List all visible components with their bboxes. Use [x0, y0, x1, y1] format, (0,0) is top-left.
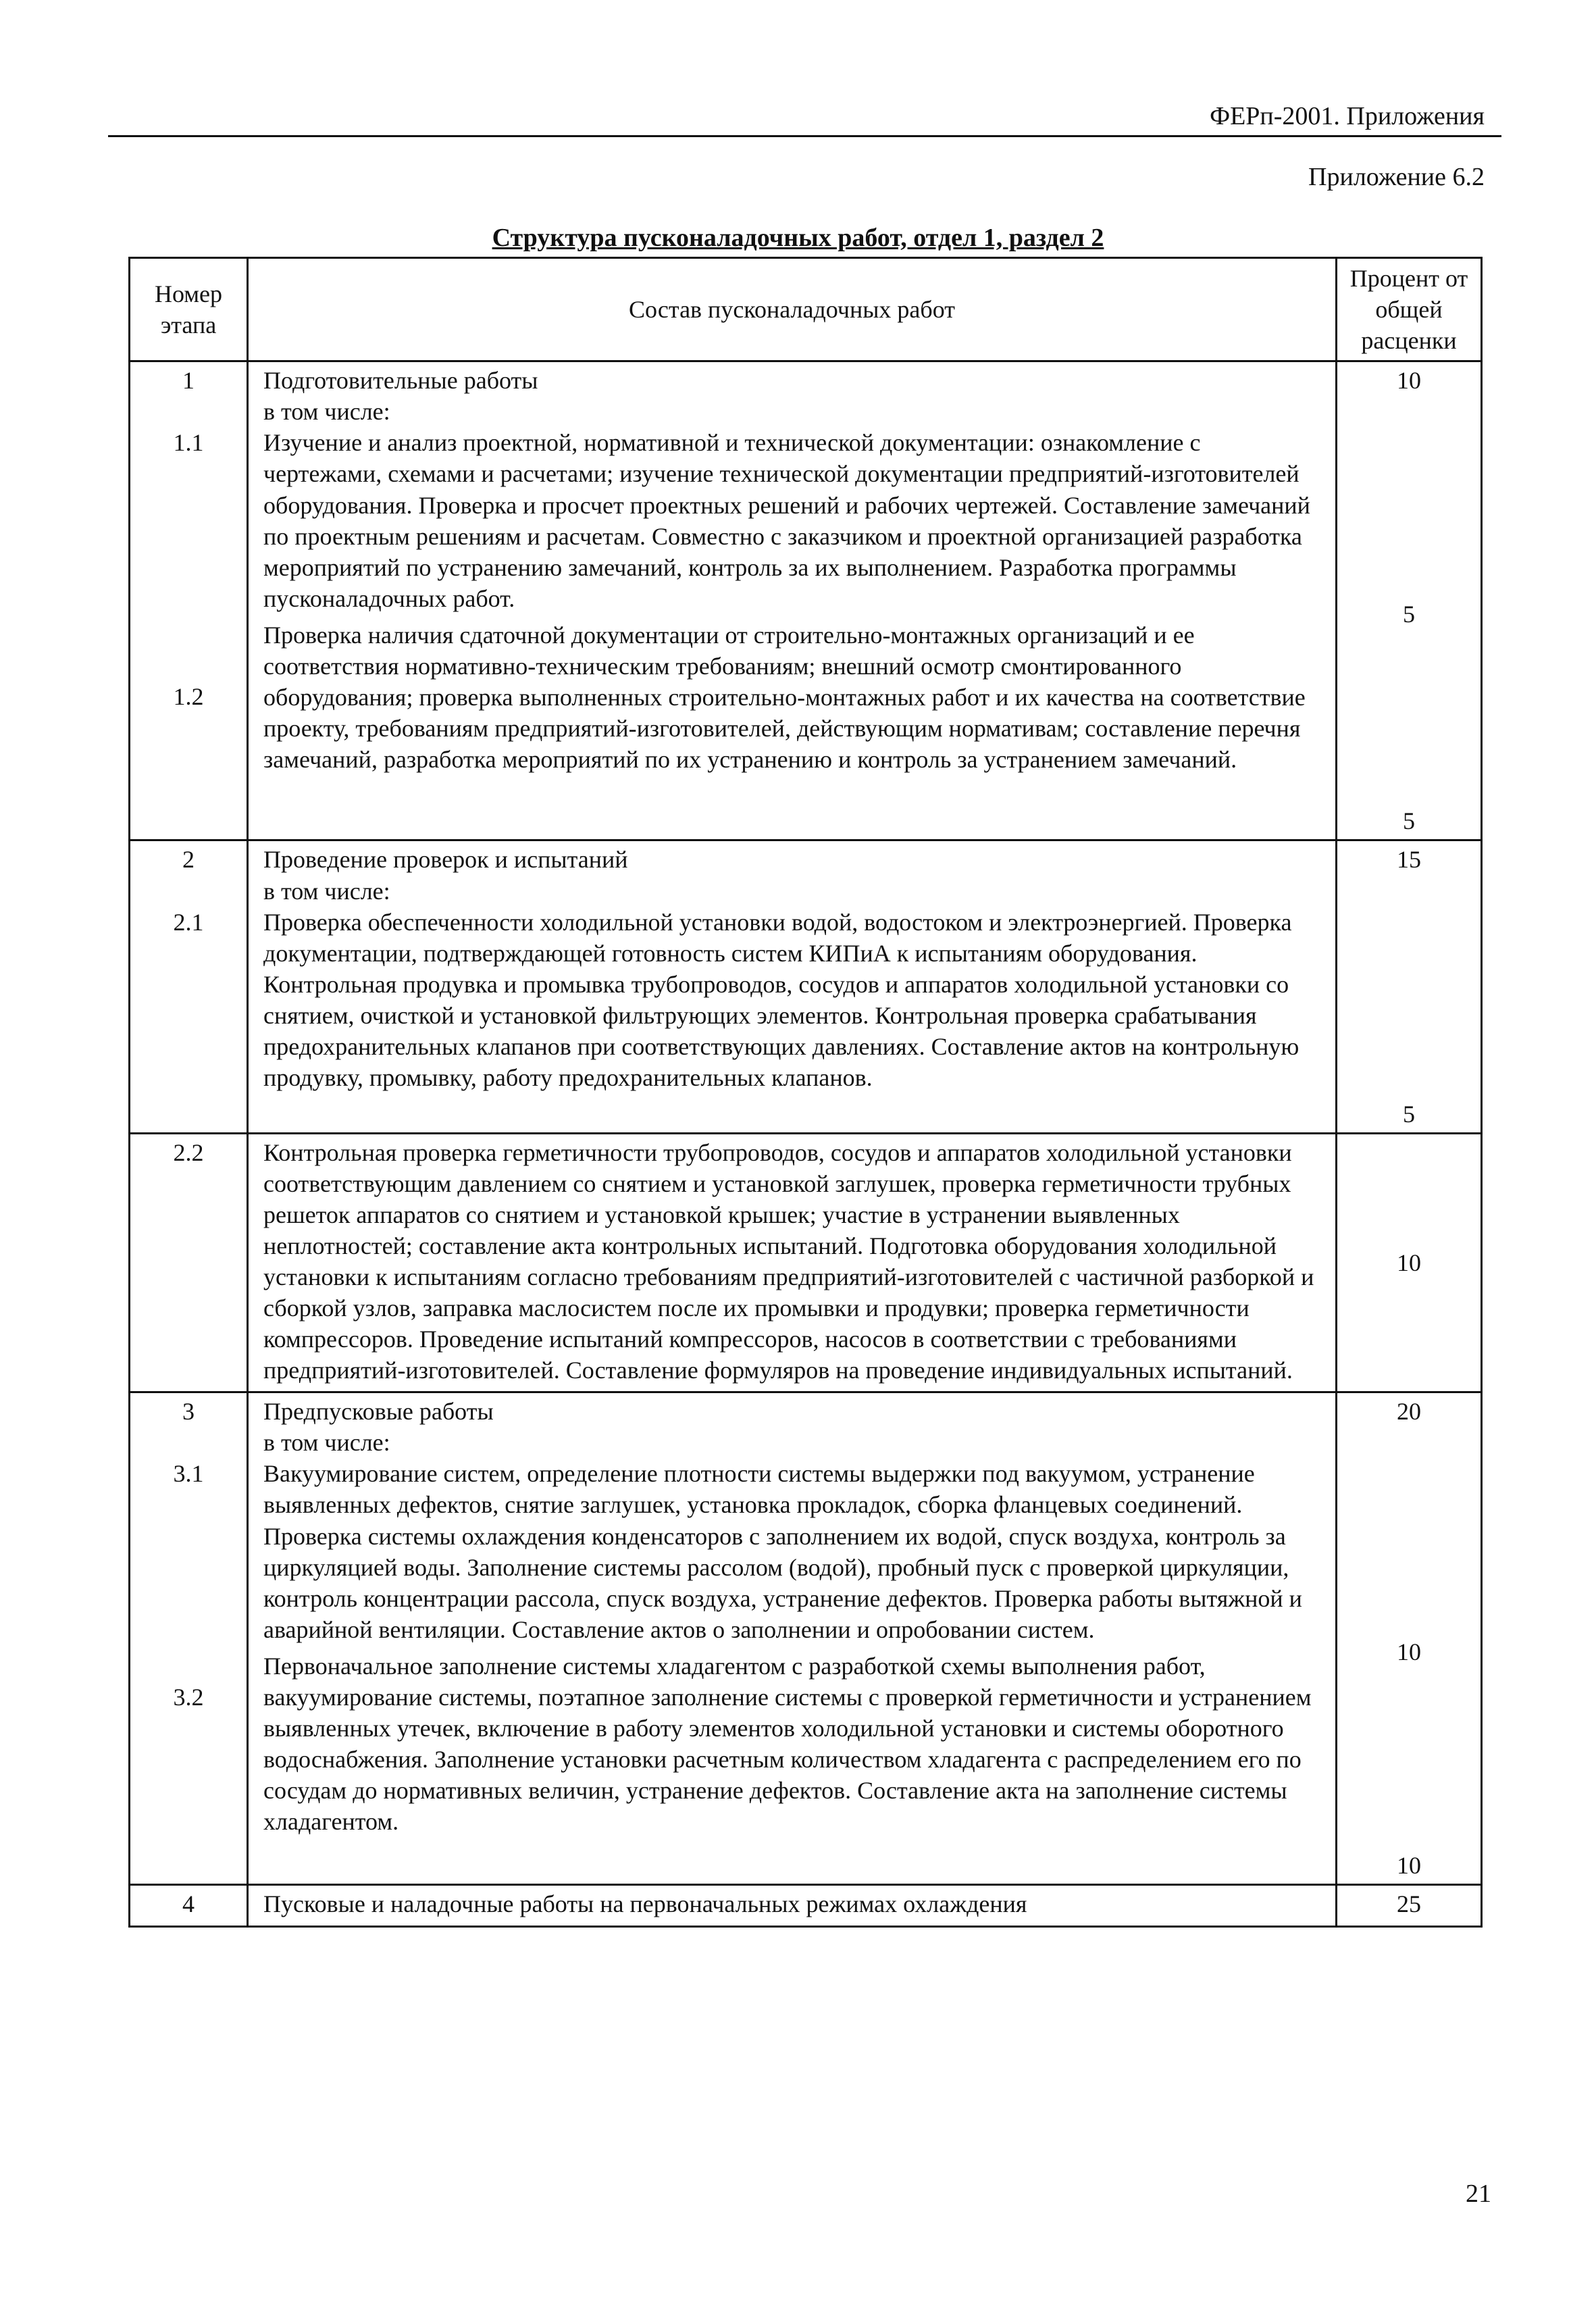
stage-content-cell [248, 361, 1337, 840]
substage-number: 2.2 [173, 1138, 204, 1166]
page-number: 21 [1466, 2180, 1491, 2208]
table-row [130, 361, 1482, 840]
including-label: в том числе: [263, 877, 390, 905]
stage-number: 1 [182, 367, 195, 395]
including-label: в том числе: [263, 1429, 390, 1457]
percent-cell [1337, 840, 1482, 1133]
stage-title: Пусковые и наладочные работы на первоначальных режимах охлаждения [263, 1890, 1027, 1918]
stage-number: 4 [182, 1890, 195, 1918]
document-reference: ФЕРп-2001. Приложения [1210, 102, 1485, 130]
substage-percent: 5 [1403, 601, 1415, 628]
stage-percent: 20 [1397, 1398, 1421, 1426]
table-header-row [130, 258, 1482, 361]
stage-number-cell [130, 361, 248, 840]
substage-number: 1.1 [173, 429, 204, 457]
header-percent: Процент от общей расценки [1337, 258, 1482, 361]
substage-percent: 10 [1397, 1249, 1421, 1276]
percent-cell [1337, 1133, 1482, 1392]
substage-percent: 5 [1403, 807, 1415, 835]
stage-content-cell [248, 1392, 1337, 1885]
stage-content-cell [248, 1133, 1337, 1392]
substage-percent: 10 [1397, 1852, 1421, 1880]
substage-percent: 10 [1397, 1638, 1421, 1666]
percent-cell [1337, 1885, 1482, 1926]
percent-cell [1337, 361, 1482, 840]
substage-description: Проверка наличия сдаточной документации от строительно-монтажных организаций и ее соответствия нормативно-техническим требованиям; внешний осмотр смонтированного оборудования; проверка выполненных строительно-монтажных работ и их качества на соответствие проекту, требованиям предприятий-изготовителей, действующим нормативам; составление перечня замечаний, разработка мероприятий по их устранению и контроль за устранением замечаний. [263, 621, 1306, 774]
stage-number-cell [130, 1133, 248, 1392]
stage-number-cell [130, 1885, 248, 1926]
substage-description: Контрольная проверка герметичности трубопроводов, сосудов и аппаратов холодильной установки соответствующим давлением со снятием и установкой заглушек, проверка герметичности трубных решеток аппаратов со снятием и установкой крышек; участие в устранении выявленных неплотностей; составление акта контрольных испытаний. Подготовка оборудования холодильной установки к испытаниям согласно требованиям предприятий-изготовителей с частичной разборкой и сборкой узлов, заправка маслосистем после их промывки и продувки; проверка герметичности компрессоров. Проведение испытаний компрессоров, насосов в соответствии с требованиями предприятий-изготовителей. Составление формуляров на проведение индивидуальных испытаний. [263, 1138, 1314, 1384]
stage-title: Подготовительные работы [263, 367, 538, 395]
substage-description: Проверка обеспеченности холодильной установки водой, водостоком и электроэнергией. Проверка документации, подтверждающей готовность систем КИПиА к испытаниям оборудования. Контрольная продувка и промывка трубопроводов, сосудов и аппаратов холодильной установки со снятием, очисткой и установкой фильтрующих элементов. Контрольная проверка срабатывания предохранительных клапанов при соответствующих давлениях. Составление актов на контрольную продувку, промывку, работу предохранительных клапанов. [263, 908, 1299, 1092]
stage-title: Предпусковые работы [263, 1398, 494, 1426]
stage-percent: 10 [1397, 367, 1421, 395]
table-row [130, 1885, 1482, 1926]
substage-number: 1.2 [173, 683, 204, 711]
header-works-content: Состав пусконаладочных работ [248, 258, 1337, 361]
table-row [130, 840, 1482, 1133]
table-row [130, 1133, 1482, 1392]
stage-percent: 15 [1397, 846, 1421, 874]
stage-percent: 25 [1397, 1890, 1421, 1918]
including-label: в том числе: [263, 398, 390, 426]
substage-description: Вакуумирование систем, определение плотности системы выдержки под вакуумом, устранение выявленных дефектов, снятие заглушек, установка прокладок, сборка фланцевых соединений. Проверка системы охлаждения конденсаторов с заполнением их водой, спуск воздуха, контроль за циркуляцией воды. Заполнение системы рассолом (водой), пробный пуск с проверкой циркуляции, контроль концентрации рассола, спуск воздуха, устранение дефектов. Проверка работы вытяжной и аварийной вентиляции. Составление актов о заполнении и опробовании систем. [263, 1460, 1302, 1643]
stage-title: Проведение проверок и испытаний [263, 846, 628, 874]
header-stage-number: Номер этапа [130, 258, 248, 361]
stage-number-cell [130, 840, 248, 1133]
substage-number: 3.2 [173, 1684, 204, 1711]
substage-percent: 5 [1403, 1100, 1415, 1128]
substage-description: Первоначальное заполнение системы хладагентом с разработкой схемы выполнения работ, вакуумирование системы, поэтапное заполнение системы с проверкой герметичности и устранением выявленных утечек, включение в работу элементов холодильной установки и системы оборотного водоснабжения. Заполнение установки расчетным количеством хладагента с распределением его по сосудам до нормативных величин, устранение дефектов. Составление акта на заполнение системы хладагентом. [263, 1652, 1312, 1836]
percent-cell [1337, 1392, 1482, 1885]
stage-number: 2 [182, 846, 195, 874]
stage-number-cell [130, 1392, 248, 1885]
works-structure-table [128, 257, 1483, 1928]
appendix-label: Приложение 6.2 [1308, 163, 1485, 191]
stage-number: 3 [182, 1398, 195, 1426]
substage-number: 2.1 [173, 908, 204, 936]
substage-description: Изучение и анализ проектной, нормативной и технической документации: ознакомление с чертежами, схемами и расчетами; изучение технической документации предприятий-изготовителей оборудования. Проверка и просчет проектных решений и рабочих чертежей. Составление замечаний по проектным решениям и расчетам. Совместно с заказчиком и проектной организацией разработка мероприятий по устранению замечаний, контроль за их выполнением. Разработка программы пусконаладочных работ. [263, 429, 1310, 612]
stage-content-cell [248, 840, 1337, 1133]
header-divider [108, 135, 1501, 137]
table-title: Структура пусконаладочных работ, отдел 1, раздел 2 [492, 224, 1104, 252]
stage-content-cell [248, 1885, 1337, 1926]
substage-number: 3.1 [173, 1460, 204, 1488]
table-row [130, 1392, 1482, 1885]
